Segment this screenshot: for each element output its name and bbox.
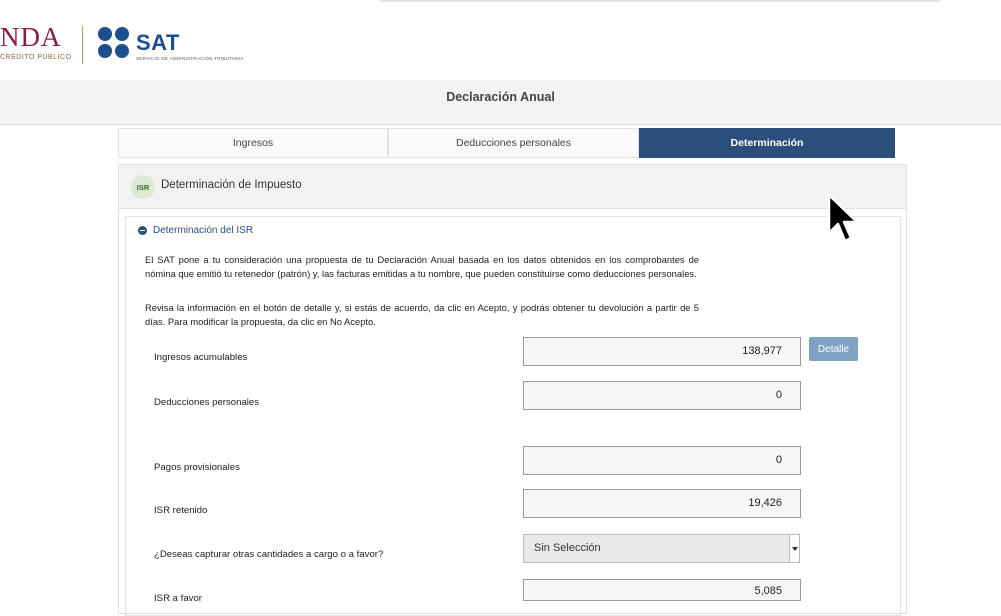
hacienda-logo-text: NDA <box>0 22 62 52</box>
section-title: Determinación del ISR <box>153 225 254 236</box>
deducciones-field[interactable]: 0 <box>523 381 801 410</box>
ingresos-label: Ingresos acumulables <box>154 352 248 363</box>
instructions-paragraph: Revisa la información en el botón de detalle y, si estás de acuerdo, da clic en Acepto, y podrás obtener tu devolución a partir de 5 días. Para modificar la propuesta, da clic en No Acepto. <box>145 302 699 327</box>
collapse-minus-icon <box>138 226 147 235</box>
otras-cantidades-select[interactable] <box>523 534 800 563</box>
logo-separator <box>82 26 83 64</box>
sat-dots-icon <box>98 27 132 61</box>
isr-retenido-label: ISR retenido <box>154 505 208 516</box>
intro-paragraph: El SAT pone a tu consideración una propuesta de tu Declaración Anual basada en los datos obtenidos en los comprobantes de nómina que emitió tu retenedor (patrón) y, las facturas emitidas a tu nombre, que pueden constituirse como deducciones personales. <box>145 254 699 279</box>
isr-retenido-field[interactable]: 19,426 <box>523 489 801 518</box>
panel-header <box>119 165 906 209</box>
hacienda-logo <box>0 22 72 61</box>
otras-cantidades-selected: Sin Selección <box>534 542 601 554</box>
sat-logo-text: SAT <box>136 30 180 55</box>
otras-cantidades-label: ¿Deseas capturar otras cantidades a cargo o a favor? <box>154 549 384 560</box>
isr-a-favor-field[interactable]: 5,085 <box>523 579 801 601</box>
hacienda-logo-subtext: CRÉDITO PÚBLICO <box>0 54 72 61</box>
isr-badge-icon: ISR <box>131 175 155 199</box>
section-toggle[interactable] <box>138 225 253 236</box>
isr-a-favor-label: ISR a favor <box>154 593 202 604</box>
pagos-provisionales-label: Pagos provisionales <box>154 462 240 473</box>
title-bar <box>0 80 1001 125</box>
chevron-down-icon[interactable] <box>789 535 799 562</box>
tab-bar <box>118 128 896 158</box>
tab-deducciones-personales[interactable]: Deducciones personales <box>388 128 639 158</box>
sat-logo-subtext: SERVICIO DE ADMINISTRACIÓN TRIBUTARIA <box>136 56 244 61</box>
pagos-provisionales-field[interactable]: 0 <box>523 446 801 475</box>
page-title: Declaración Anual <box>446 90 555 104</box>
panel-title: Determinación de Impuesto <box>161 179 302 191</box>
top-divider <box>380 0 940 2</box>
detalle-button[interactable]: Detalle <box>809 337 858 361</box>
mouse-cursor-icon <box>826 193 862 245</box>
deducciones-label: Deducciones personales <box>154 397 260 408</box>
ingresos-field[interactable]: 138,977 <box>523 337 801 366</box>
tab-determinacion[interactable]: Determinación <box>639 128 895 158</box>
tab-ingresos[interactable]: Ingresos <box>118 128 388 158</box>
